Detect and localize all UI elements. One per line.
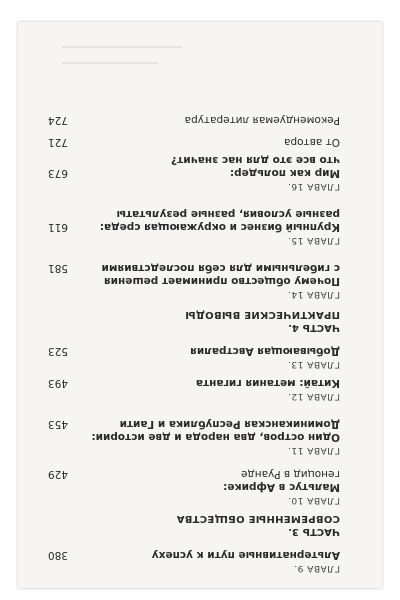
toc-entry-bibliography <box>52 113 340 126</box>
chapter-label: ГЛАВА 12. <box>287 391 340 401</box>
part-label: ЧАСТЬ 4. <box>288 322 340 333</box>
chapter-label: ГЛАВА 16. <box>287 181 340 191</box>
entry-title: От автора <box>284 136 340 148</box>
toc-entry-afterword <box>52 135 340 148</box>
page-content-rotated <box>18 22 382 588</box>
chapter-title-line: Мир как польдер: <box>229 167 340 179</box>
page-number: 523 <box>48 345 69 357</box>
part-title: ПРАКТИЧЕСКИЕ ВЫВОДЫ <box>185 309 340 320</box>
page-number: 380 <box>48 549 69 561</box>
chapter-label: ГЛАВА 13. <box>287 359 340 369</box>
toc-entry-chapter-9 <box>52 548 340 574</box>
chapter-title-line: геноцид в Руанде <box>241 468 340 480</box>
chapter-title-line: Мальтус в Африке: <box>223 481 340 493</box>
chapter-label: ГЛАВА 9. <box>293 563 340 573</box>
page-number: 453 <box>48 418 69 430</box>
page-number: 611 <box>48 221 69 233</box>
toc-part-3 <box>52 512 340 538</box>
chapter-label: ГЛАВА 15. <box>287 235 340 245</box>
toc-entry-chapter-16 <box>52 153 340 192</box>
page-number: 721 <box>48 136 69 148</box>
chapter-label: ГЛАВА 11. <box>287 445 340 455</box>
chapter-title-line: что все это для нас значит? <box>171 154 340 166</box>
chapter-label: ГЛАВА 10. <box>287 495 340 505</box>
part-title: СОВРЕМЕННЫЕ ОБЩЕСТВА <box>176 513 340 524</box>
toc-entry-chapter-12 <box>52 376 340 402</box>
page-number: 493 <box>48 377 69 389</box>
book-page <box>18 22 382 588</box>
page-number: 673 <box>48 167 69 179</box>
chapter-title-line: Крупный бизнес и окружающая среда: <box>99 221 340 233</box>
toc-part-4 <box>52 308 340 334</box>
chapter-title-line: разные условия, разные результаты <box>116 208 340 220</box>
chapter-title-line: Доминиканская Республика и Гаити <box>119 418 340 430</box>
page-number: 429 <box>48 468 69 480</box>
toc-entry-chapter-10 <box>52 467 340 506</box>
toc-entry-chapter-15 <box>52 207 340 246</box>
chapter-title-line: Почему общество принимает решения <box>103 275 340 287</box>
chapter-title-line: Один остров, два народа и две истории: <box>91 431 340 443</box>
toc-entry-chapter-14 <box>52 261 340 300</box>
chapter-title: Китай: метания гиганта <box>195 377 340 389</box>
part-label: ЧАСТЬ 3. <box>288 526 340 537</box>
chapter-label: ГЛАВА 14. <box>287 289 340 299</box>
chapter-title-line: с гибельными для себя последствиями <box>101 262 340 274</box>
page-number: 581 <box>48 262 69 274</box>
page-number: 724 <box>48 114 69 126</box>
bleed-through-mark <box>62 46 182 48</box>
toc-entry-chapter-11 <box>52 417 340 456</box>
chapter-title: Добывающая Австралия <box>190 345 340 357</box>
toc-entry-chapter-13 <box>52 344 340 370</box>
bleed-through-mark <box>62 62 158 64</box>
chapter-title: Альтернативные пути к успеху <box>151 549 340 561</box>
entry-title: Рекомендуемая литература <box>184 114 340 126</box>
